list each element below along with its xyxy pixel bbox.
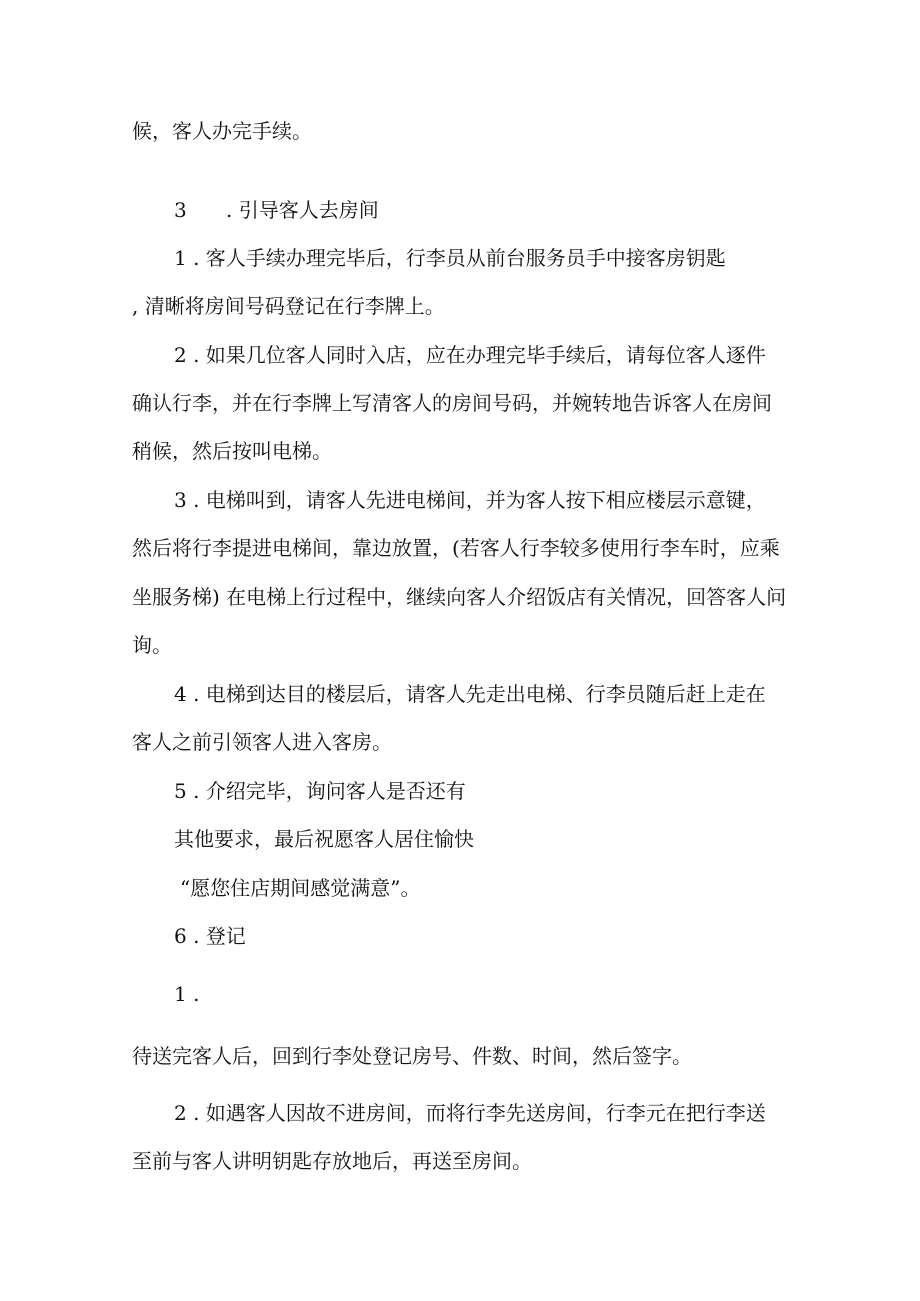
paragraph-line: 2 . 如果几位客人同时入店，应在办理完毕手续后，请每位客人逐件 bbox=[174, 343, 766, 367]
paragraph-line: 然后将行李提进电梯间，靠边放置，(若客人行李较多使用行李车时，应乘 bbox=[132, 536, 780, 560]
paragraph-line: “愿您住店期间感觉满意”。 bbox=[180, 876, 421, 900]
paragraph-line: 客人之前引领客人进入客房。 bbox=[132, 730, 392, 754]
paragraph-line: 询。 bbox=[132, 633, 172, 657]
paragraph-line: 其他要求，最后祝愿客人居住愉快 bbox=[174, 827, 474, 851]
paragraph-line: 2 . 如遇客人因故不进房间，而将行李先送房间，行李元在把行李送 bbox=[174, 1101, 766, 1125]
paragraph-line: 3 . 电梯叫到，请客人先进电梯间，并为客人按下相应楼层示意键， bbox=[174, 488, 766, 512]
list-number: 1 . bbox=[174, 982, 200, 1006]
paragraph-line: 4 . 电梯到达目的楼层后，请客人先走出电梯、行李员随后赶上走在 bbox=[174, 682, 766, 706]
paragraph-line: 候，客人办完手续。 bbox=[132, 119, 312, 143]
paragraph-line: 5 . 介绍完毕，询问客人是否还有 bbox=[174, 779, 466, 803]
paragraph-line: 待送完客人后，回到行李处登记房号、件数、时间，然后签字。 bbox=[132, 1044, 692, 1068]
paragraph-line: 稍候，然后按叫电梯。 bbox=[132, 439, 332, 463]
section-heading: . 引导客人去房间 bbox=[226, 198, 379, 222]
section-heading: 6 . 登记 bbox=[174, 924, 246, 948]
paragraph-line: 确认行李，并在行李牌上写清客人的房间号码，并婉转地告诉客人在房间 bbox=[132, 391, 772, 415]
paragraph-line: 1 . 客人手续办理完毕后，行李员从前台服务员手中接客房钥匙 bbox=[174, 246, 726, 270]
paragraph-line: 坐服务梯) 在电梯上行过程中，继续向客人介绍饭店有关情况，回答客人问 bbox=[132, 585, 787, 609]
section-number: 3 bbox=[174, 198, 187, 222]
paragraph-line: 至前与客人讲明钥匙存放地后，再送至房间。 bbox=[132, 1149, 532, 1173]
paragraph-line: , 清晰将房间号码登记在行李牌上。 bbox=[132, 294, 445, 318]
